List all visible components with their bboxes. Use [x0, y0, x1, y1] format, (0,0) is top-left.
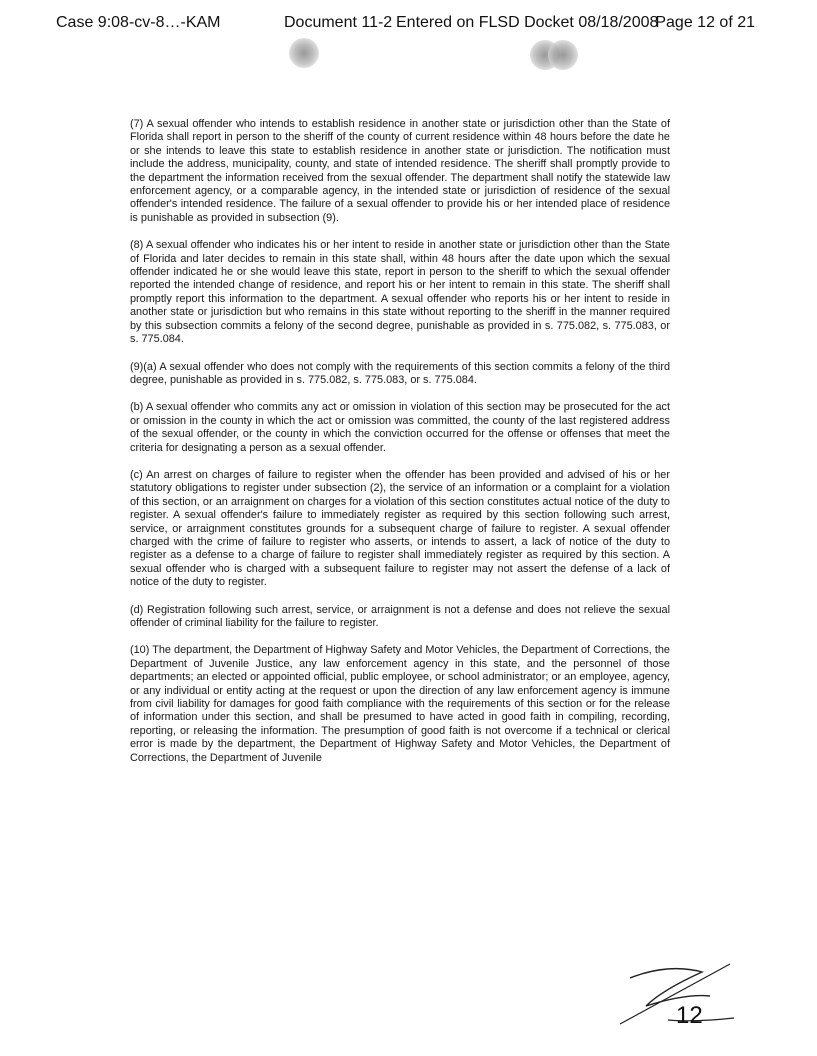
paragraph-9a: (9)(a) A sexual offender who does not comply with the requirements of this section commits a felony of the third degree, punishable as provided in s. 775.082, s. 775.083, or s. 775.084.	[130, 360, 670, 386]
paragraph-9b: (b) A sexual offender who commits any act or omission in violation of this section may be prosecuted for the act or omission in the county in which the act or omission was committed, the county of the last registered address of the sexual offender, or the county in which the conviction occurred for the offense or offenses that meet the criteria for designating a person as a sexual offender.	[130, 401, 670, 454]
statute-text	[130, 118, 670, 779]
paragraph-9d: (d) Registration following such arrest, service, or arraignment is not a defense and does not relieve the sexual offender of criminal liability for the failure to register.	[130, 603, 670, 629]
court-seal-icon	[289, 38, 319, 68]
docket-header	[14, 14, 803, 40]
entered-docket: Entered on FLSD Docket 08/18/2008	[396, 14, 659, 31]
paragraph-9c: (c) An arrest on charges of failure to register when the offender has been provided and advised of his or her statutory obligations to register under subsection (2), the service of an information or a complaint for a violation of this section, or an arraignment on charges for a violation of this section constitutes actual notice of the duty to register. A sexual offender's failure to immediately register as required by this section following such arrest, service, or arraignment constitutes grounds for a subsequent charge of failure to register. A sexual offender charged with the crime of failure to register who asserts, or intends to assert, a lack of notice of the duty to register as a defense to a charge of failure to register shall immediately register as required by this section. A sexual offender who is charged with a subsequent failure to register may not assert the defense of a lack of notice of the duty to register.	[130, 468, 670, 589]
paragraph-10: (10) The department, the Department of Highway Safety and Motor Vehicles, the Department of Corrections, the Department of Juvenile Justice, any law enforcement agency in this state, and the personnel of those departments; an elected or appointed official, public employee, or school administrator; or an employee, agency, or any individual or entity acting at the request or upon the direction of any law enforcement agency is immune from civil liability for damages for good faith compliance with the requirements of this section or for the release of information under this section, and shall be presumed to have acted in good faith in compiling, recording, reporting, or releasing the information. The presumption of good faith is not overcome if a technical or clerical error is made by the department, the Department of Highway Safety and Motor Vehicles, the Department of Corrections, the Department of Juvenile	[130, 644, 670, 764]
case-number: Case 9:08-cv-8…-KAM	[56, 14, 221, 31]
paragraph-7: (7) A sexual offender who intends to establish residence in another state or jurisdiction other than the State of Florida shall report in person to the sheriff of the county of current residence within 48 hours before the date he or she intends to leave this state to establish residence in another state or jurisdiction. The notification must include the address, municipality, county, and state of intended residence. The sheriff shall promptly provide to the department the information received from the sexual offender. The department shall notify the statewide law enforcement agency, or a comparable agency, in the intended state or jurisdiction of residence of the sexual offender's intended residence. The failure of a sexual offender to provide his or her intended place of residence is punishable as provided in subsection (9).	[130, 118, 670, 224]
document-number: Document 11-2	[284, 14, 393, 31]
paragraph-8: (8) A sexual offender who indicates his or her intent to reside in another state or jurisdiction other than the State of Florida and later decides to remain in this state shall, within 48 hours after the date upon which the sexual offender indicated he or she would leave this state, report in person to the sheriff to which the sexual offender reported the intended change of residence, and report his or her intent to remain in this state. The sheriff shall promptly report this information to the department. A sexual offender who reports his or her intent to reside in another state or jurisdiction but who remains in this state without reporting to the sheriff in the manner required by this subsection commits a felony of the second degree, punishable as provided in s. 775.082, s. 775.083, or s. 775.084.	[130, 239, 670, 346]
initials-signature-icon	[610, 960, 740, 1030]
page-count: Page 12 of 21	[655, 14, 755, 31]
court-seal-icon	[548, 40, 578, 70]
page-number: 12	[676, 1002, 703, 1029]
